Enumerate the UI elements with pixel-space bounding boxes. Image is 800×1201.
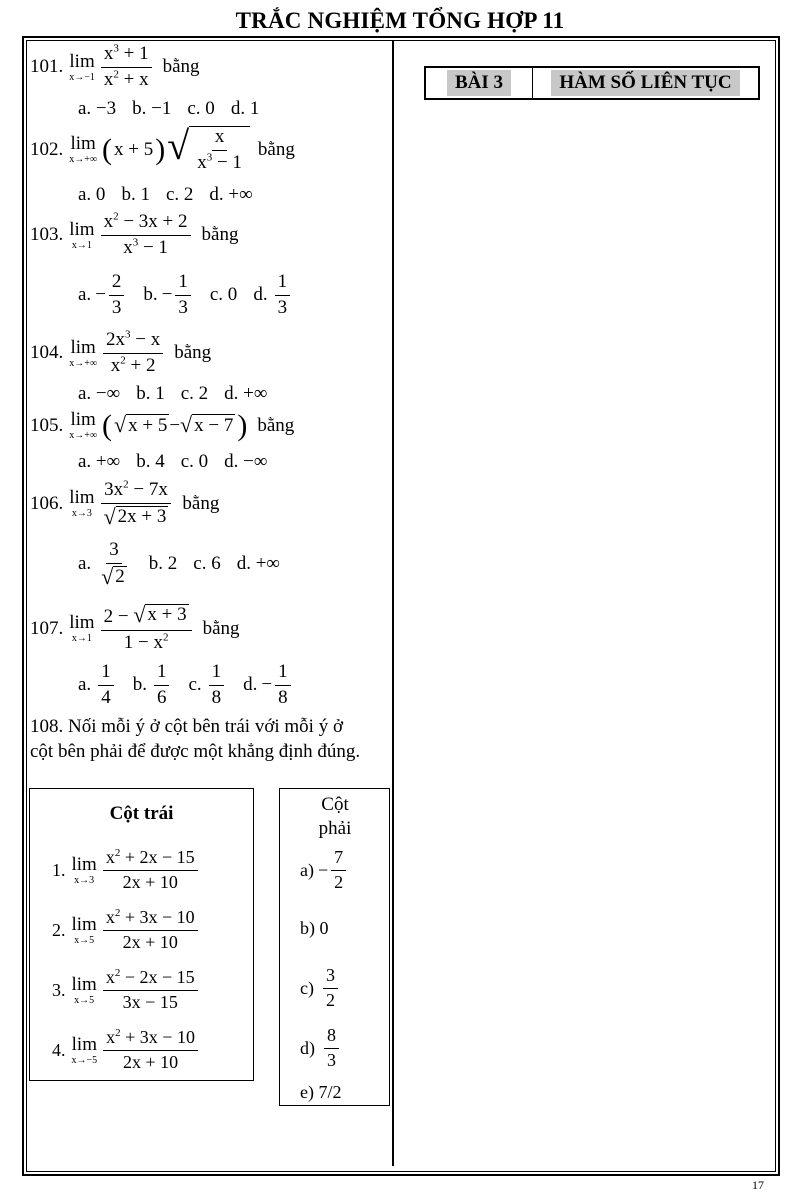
- limit: lim x→3: [69, 487, 95, 520]
- option-a: a. −3: [78, 98, 117, 119]
- section-header: [424, 66, 760, 100]
- question-104: 104. lim x→+∞ $\frac{2x^3 - x}{x^2 + 2}$ bằng: [30, 328, 212, 376]
- options-106: a. 3 √ 2 b. 2 c. 6 d. +∞: [78, 539, 280, 589]
- question-number: 101.: [30, 56, 64, 78]
- limit: lim x→+∞: [69, 133, 98, 166]
- right-item-e: e) 7/2: [300, 1082, 342, 1102]
- limit: lim x→1: [69, 218, 95, 251]
- question-108: 108. Nối mỗi ý ở cột bên trái với mỗi ý ở cột bên phải để được một khẳng định đúng.: [30, 716, 361, 762]
- square-root: √ $\frac{x}{x^3 - 1}$: [167, 126, 250, 174]
- section-label: BÀI 3: [447, 70, 511, 96]
- right-item-b: b) 0: [300, 918, 329, 938]
- question-107: 107. lim x→1 2 − √ x + 3 $1 - x^2$ bằng: [30, 602, 240, 653]
- options-105: a. +∞ b. 4 c. 0 d. −∞: [78, 451, 268, 472]
- option-d: d. 1: [230, 98, 260, 119]
- right-column-header: Cột phải: [318, 794, 352, 839]
- section-title: HÀM SỐ LIÊN TỤC: [551, 70, 739, 96]
- right-item-c: c) $\frac{3}{2}$: [300, 966, 341, 1011]
- left-item-3: 3. lim x→5 $\frac{x^2 - 2x - 15}{3x - 15}$: [52, 968, 201, 1013]
- limit: lim x→1: [69, 612, 95, 645]
- page-title: TRẮC NGHIỆM TỔNG HỢP 11: [235, 8, 565, 33]
- column-divider: [392, 40, 394, 1166]
- limit: lim x→+∞: [69, 409, 98, 441]
- option-b: b. −1: [132, 98, 172, 119]
- options-102: a. 0 b. 1 c. 2 d. +∞: [78, 184, 253, 205]
- left-item-1: 1. lim x→3 $\frac{x^2 + 2x - 15}{2x + 10}$: [52, 848, 201, 893]
- question-102: 102. lim x→+∞ ( x + 5 ) √ $\frac{x}{x^3 - 1}$ bằng: [30, 123, 295, 173]
- left-item-2: 2. lim x→5 $\frac{x^2 + 3x - 10}{2x + 10}$: [52, 908, 201, 953]
- option-c: c. 0: [187, 98, 215, 119]
- options-104: a. −∞ b. 1 c. 2 d. +∞: [78, 383, 268, 404]
- page-number: 17: [752, 1178, 764, 1192]
- left-item-4: 4. lim x→−5 $\frac{x^2 + 3x - 10}{2x + 10}$: [52, 1028, 201, 1073]
- right-item-d: d) $\frac{8}{3}$: [300, 1026, 342, 1071]
- question-105: 105. lim x→+∞ ( √ x + 5 − √ x − 7 ) bằng: [30, 408, 295, 442]
- options-107: a. $\frac{1}{4}$ b. $\frac{1}{6}$ c. $\frac{1}{8}$ d. − $\frac{1}{8}$: [78, 662, 310, 709]
- question-101: 101. lim x→−1 $\frac{x^3 + 1}{x^2 + x}$ bằng: [30, 42, 200, 90]
- question-106: 106. lim x→3 $3x^2 - 7x$ √ 2x + 3 bằng: [30, 478, 220, 529]
- right-item-a: a) − $\frac{7}{2}$: [300, 848, 349, 893]
- options-103: a. − $\frac{2}{3}$ b. − $\frac{1}{3}$ c. 0 d. $\frac{1}{3}$: [78, 272, 309, 319]
- limit: lim x→−1: [69, 50, 95, 83]
- limit: lim x→+∞: [69, 336, 98, 369]
- fraction: $\frac{x^3 + 1}{x^2 + x}$: [101, 44, 152, 91]
- question-103: 103. lim x→1 $\frac{x^2 - 3x + 2}{x^3 - 1}$ bằng: [30, 210, 239, 258]
- options-101: [78, 98, 275, 120]
- left-column-header: Cột trái: [109, 803, 174, 824]
